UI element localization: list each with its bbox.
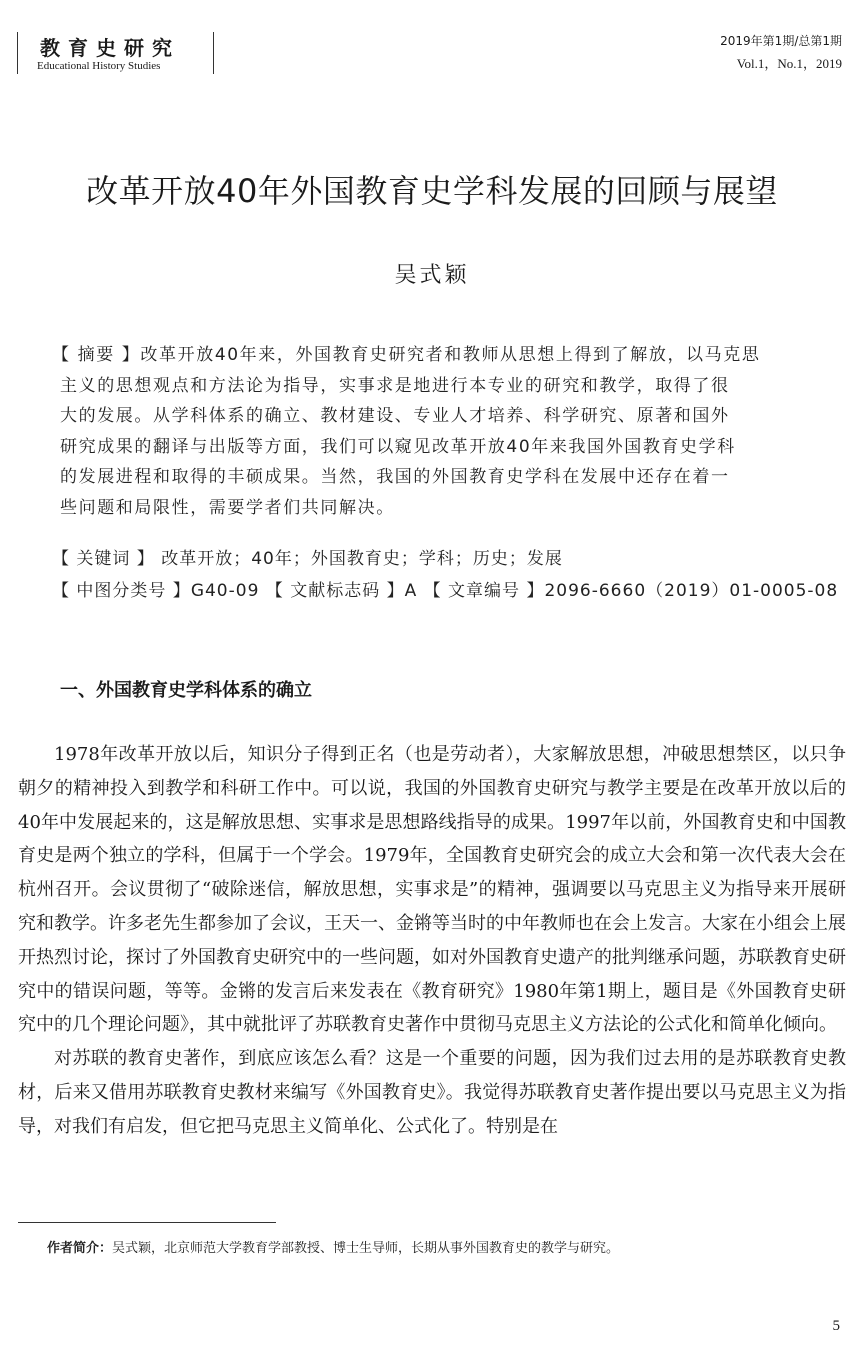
clc-label: 【 中图分类号 】 — [52, 581, 191, 601]
keywords-label: 【 关键词 】 — [52, 549, 155, 569]
doc-code-value: A — [404, 581, 418, 601]
abstract-label: 【 摘要 】 — [52, 345, 141, 365]
article-title: 改革开放40年外国教育史学科发展的回顾与展望 — [86, 172, 778, 210]
abstract-line: 主义的思想观点和方法论为指导，实事求是地进行本专业的研究和教学，取得了很 — [60, 375, 730, 396]
paragraph: 1978年改革开放以后，知识分子得到正名（也是劳动者），大家解放思想，冲破思想禁区，以只争朝夕的精神投入到教学和科研工作中。可以说，我国的外国教育史研究与教学主要是在改革开放以后的40年中发展起来的，这是解放思想、实事求是思想路线指导的成果。1997年以前，外国教育史和中国教育史是两个独立的学科，但属于一个学会。1979年，全国教育史研究会的成立大会和第一次代表大会在杭州召开。会议贯彻了“破除迷信，解放思想，实事求是”的精神，强调要以马克思主义为指导来开展研究和教学。许多老先生都参加了会议，王天一、金锵等当时的中年教师也在会上发言。大家在小组会上展开热烈讨论，探讨了外国教育史研究中的一些问题，如对外国教育史遗产的批判继承问题，苏联教育史研究中的错误问题，等等。金锵的发言后来发表在《教育研究》1980年第1期上，题目是《外国教育史研究中的几个理论问题》，其中就批评了苏联教育史著作中贯彻马克思主义方法论的公式化和简单化倾向。 — [18, 744, 846, 1036]
paragraph: 对苏联的教育史著作，到底应该怎么看？这是一个重要的问题，因为我们过去用的是苏联教育史教材，后来又借用苏联教育史教材来编写《外国教育史》。我觉得苏联教育史著作提出要以马克思主义为指导，对我们有启发，但它把马克思主义简单化、公式化了。特别是在 — [18, 1048, 846, 1137]
keywords — [52, 544, 563, 569]
footnote-text: 吴式颖，北京师范大学教育学部教授、博士生导师，长期从事外国教育史的教学与研究。 — [112, 1241, 620, 1256]
footnote-rule — [18, 1222, 276, 1223]
header-right-rule — [213, 32, 214, 74]
journal-name-en: Educational History Studies — [37, 60, 161, 72]
article-id-label: 【 文章编号 】 — [423, 581, 545, 601]
abstract-line: 研究成果的翻译与出版等方面，我们可以窥见改革开放40年来我国外国教育史学科 — [60, 436, 736, 457]
issue-info-en: Vol.1，No.1，2019 — [736, 56, 842, 71]
page-number: 5 — [832, 1318, 840, 1334]
issue-info-cn: 2019年第1期/总第1期 — [720, 34, 842, 48]
section-heading: 一、外国教育史学科体系的确立 — [60, 680, 312, 701]
footnote-label: 作者简介： — [47, 1241, 113, 1256]
classification-line — [52, 576, 838, 601]
footnote — [47, 1237, 619, 1256]
clc-value: G40-09 — [190, 581, 260, 601]
abstract-line: 【 摘要 】改革开放40年来，外国教育史研究者和教师从思想上得到了解放，以马克思 — [52, 345, 761, 365]
abstract-line: 些问题和局限性，需要学者们共同解决。 — [60, 497, 395, 518]
journal-name-cn: 教育史研究 — [40, 36, 180, 60]
article-author: 吴式颖 — [394, 263, 470, 288]
running-header — [0, 28, 864, 78]
header-left-rule — [17, 32, 18, 74]
abstract — [52, 340, 804, 523]
abstract-line: 的发展进程和取得的丰硕成果。当然，我国的外国教育史学科在发展中还存在着一 — [60, 467, 730, 487]
doc-code-label: 【 文献标志码 】 — [265, 581, 405, 601]
abstract-line: 大的发展。从学科体系的确立、教材建设、专业人才培养、科学研究、原著和国外 — [60, 406, 730, 426]
article-id-value: 2096-6660（2019）01-0005-08 — [544, 581, 839, 601]
keywords-text: 改革开放；40年；外国教育史；学科；历史；发展 — [161, 549, 563, 569]
body-text — [18, 738, 846, 1144]
